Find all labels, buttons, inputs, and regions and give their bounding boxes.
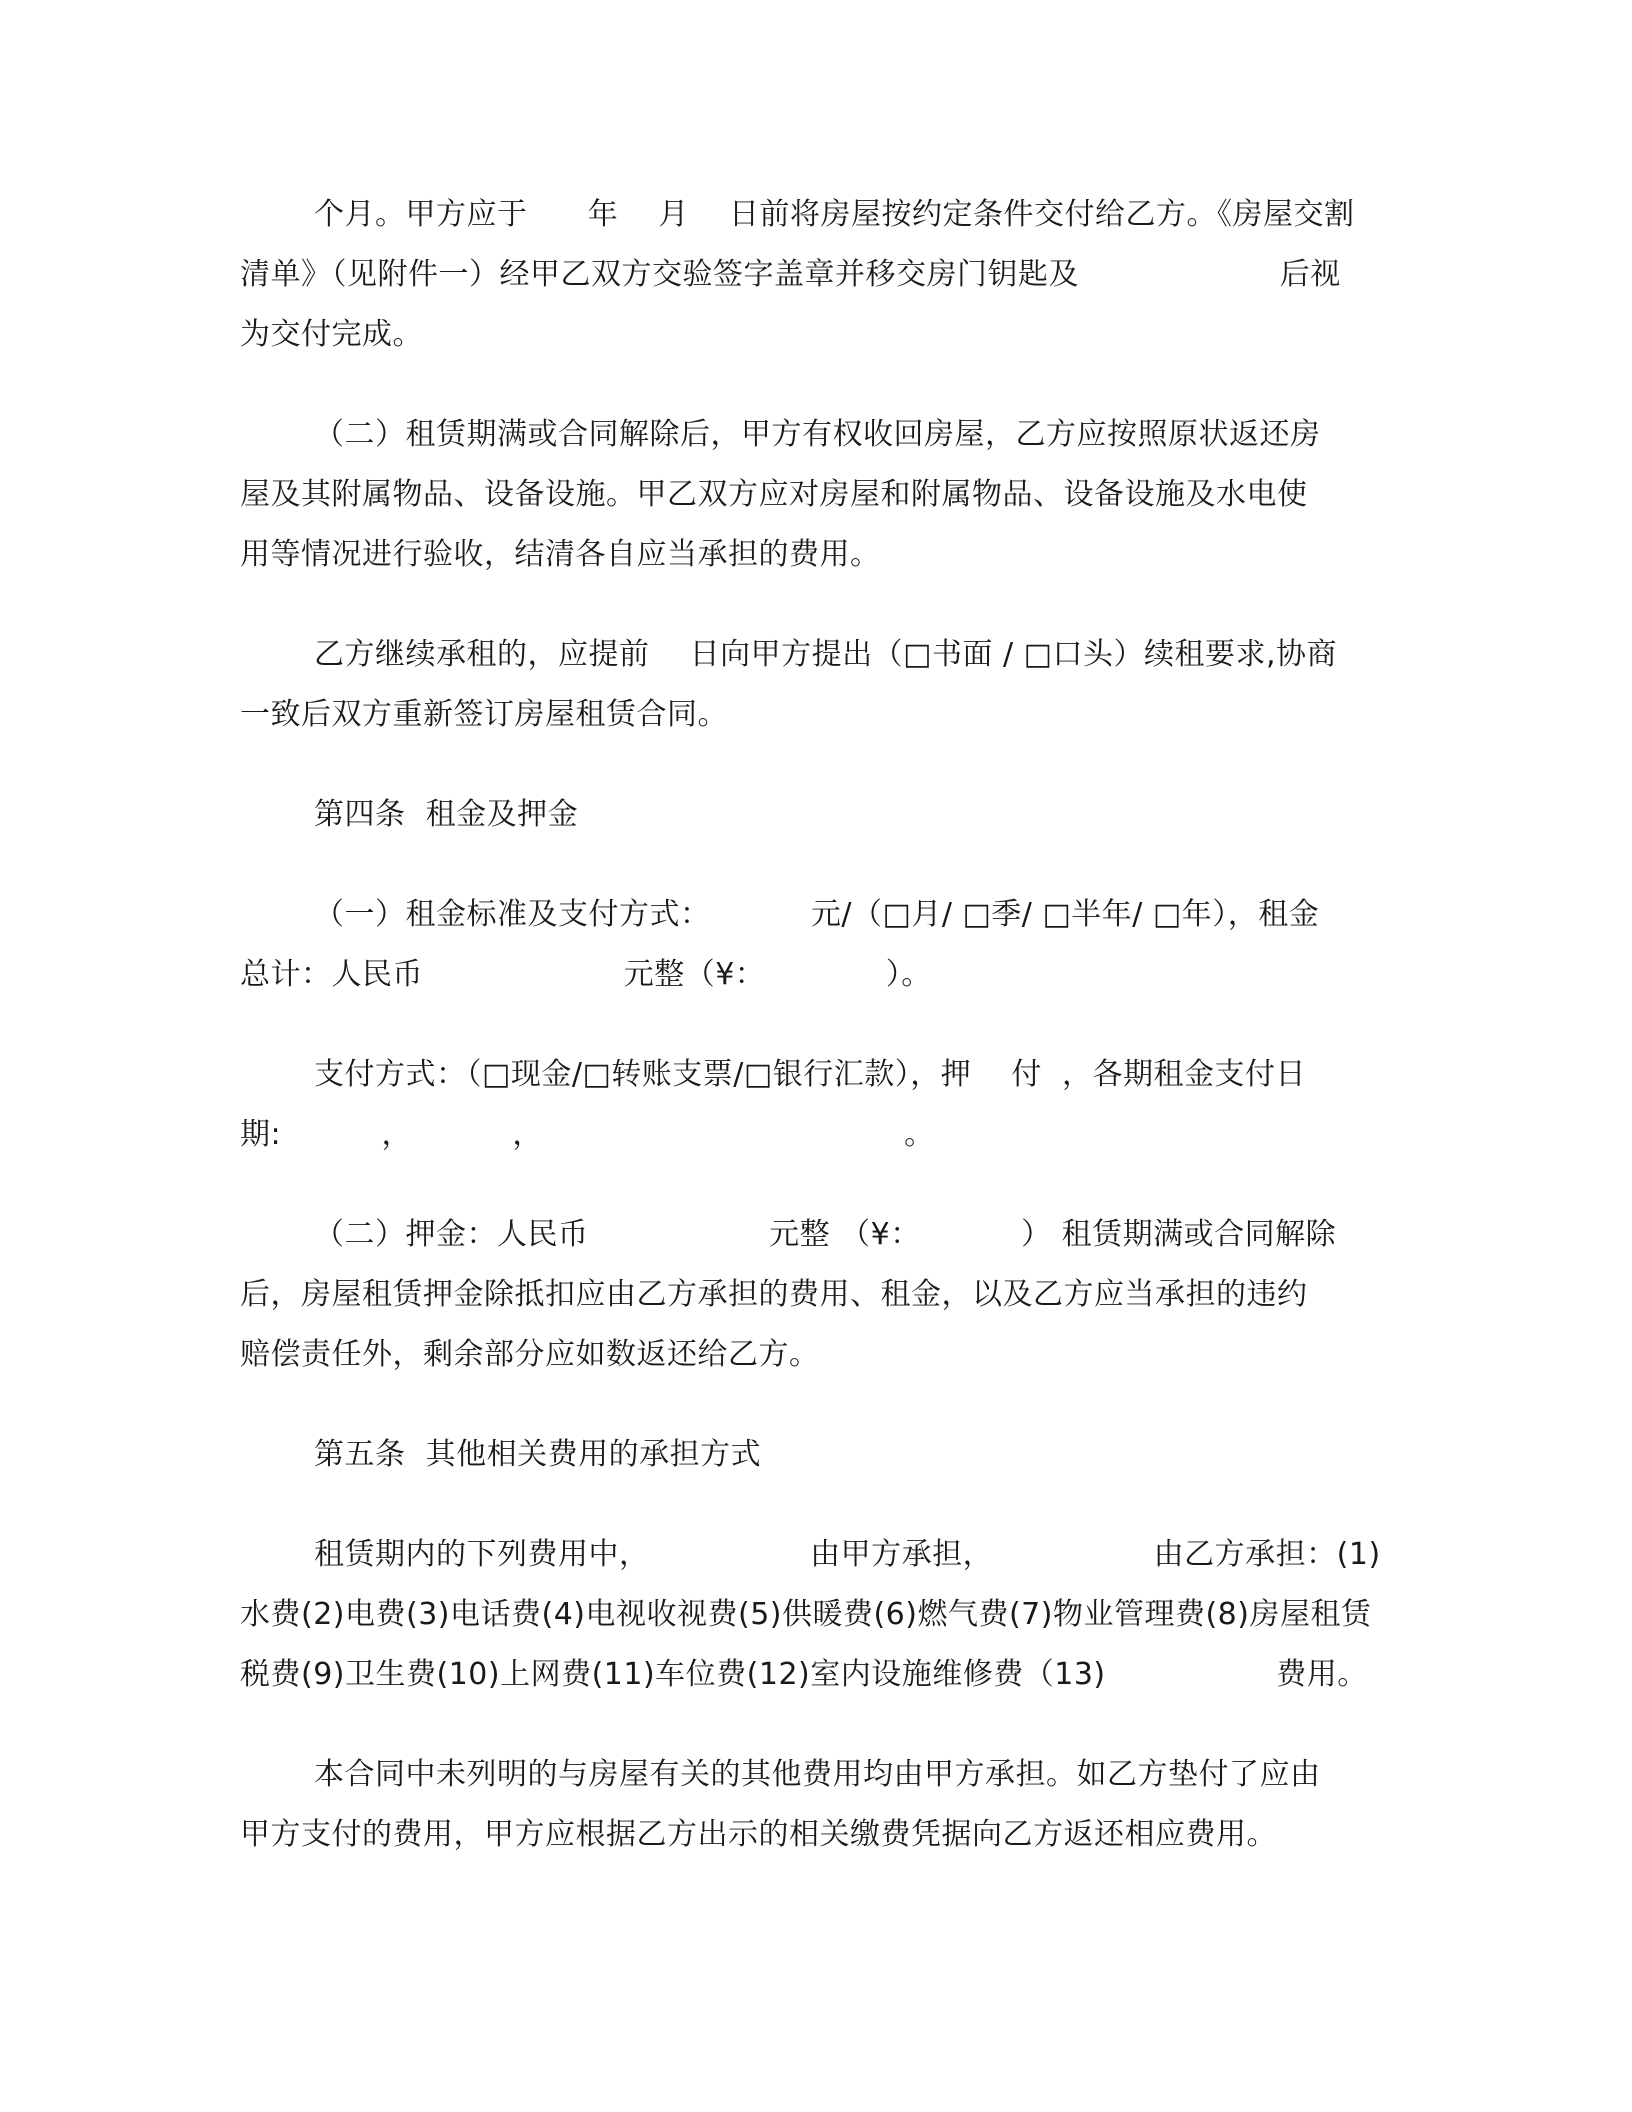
section-heading: 第四条 租金及押金 [314,797,579,832]
text-line: （二）押金：人民币 元整 （¥： ） 租赁期满或合同解除 [314,1217,1337,1252]
text-line: 租赁期内的下列费用中， 由甲方承担， 由乙方承担：(1) [314,1537,1381,1572]
text-line: （二）租赁期满或合同解除后，甲方有权收回房屋，乙方应按照原状返还房 [314,417,1321,452]
text-line: 甲方支付的费用，甲方应根据乙方出示的相关缴费凭据向乙方返还相应费用。 [240,1817,1277,1852]
text-line: 乙方继续承租的，应提前 日向甲方提出（□书面 / □口头）续租要求,协商 [314,637,1338,672]
text-line: 清单》（见附件一）经甲乙双方交验签字盖章并移交房门钥匙及 后视 [240,257,1341,292]
text-line: 期: ， ， 。 [240,1117,935,1152]
text-line: 后，房屋租赁押金除抵扣应由乙方承担的费用、租金，以及乙方应当承担的违约 [240,1277,1308,1312]
text-line: 本合同中未列明的与房屋有关的其他费用均由甲方承担。如乙方垫付了应由 [314,1757,1321,1792]
text-line: 为交付完成。 [240,317,423,352]
text-line: 赔偿责任外，剩余部分应如数返还给乙方。 [240,1337,820,1372]
section-heading: 第五条 其他相关费用的承担方式 [314,1437,762,1472]
text-line: 一致后双方重新签订房屋租赁合同。 [240,697,728,732]
text-line: 水费(2)电费(3)电话费(4)电视收视费(5)供暖费(6)燃气费(7)物业管理费(8)房屋租赁 [240,1597,1372,1632]
text-line: 屋及其附属物品、设备设施。甲乙双方应对房屋和附属物品、设备设施及水电使 [240,477,1308,512]
text-line: 总计：人民币 元整（¥： ）。 [240,957,932,992]
text-line: 用等情况进行验收，结清各自应当承担的费用。 [240,537,881,572]
text-line: 个月。甲方应于 年 月 日前将房屋按约定条件交付给乙方。《房屋交割 [314,197,1355,232]
text-line: 税费(9)卫生费(10)上网费(11)车位费(12)室内设施维修费（13) 费用。 [240,1657,1368,1692]
text-line: 支付方式：（□现金/□转账支票/□银行汇款），押 付 ，各期租金支付日 [314,1057,1306,1092]
text-line: （一）租金标准及支付方式： 元/（□月/ □季/ □半年/ □年），租金 [314,897,1320,932]
